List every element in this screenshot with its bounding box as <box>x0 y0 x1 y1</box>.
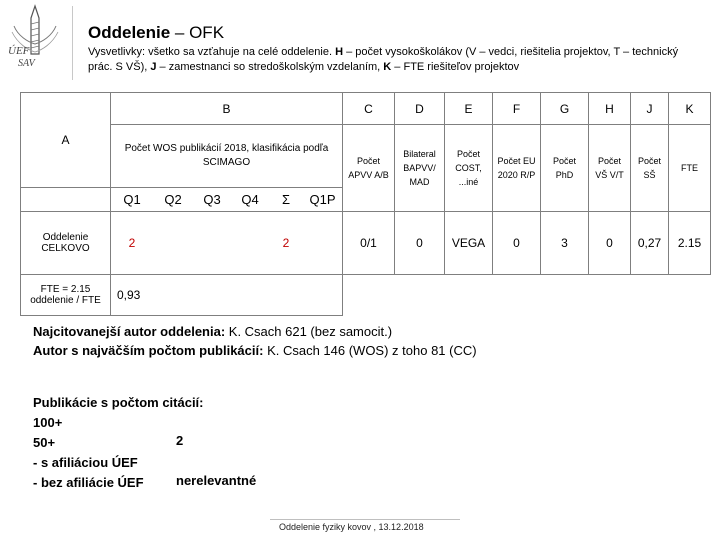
total-c: 0/1 <box>343 212 395 275</box>
footer-divider <box>270 519 460 520</box>
most-publications-line: Autor s najväčším počtom publikácií: K. Csach 146 (WOS) z toho 81 (CC) <box>33 343 477 358</box>
q3-label: Q3 <box>203 192 221 207</box>
pub-row-with-affiliation: - s afiliáciou ÚEF <box>33 455 138 470</box>
sum-label: Σ <box>281 192 291 207</box>
sub-f: Počet EU 2020 R/P <box>493 125 541 212</box>
q1p-label: Q1P <box>309 192 336 207</box>
legend-text: Vysvetlivky: všetko sa vzťahuje na celé oddelenie. H – počet vysokoškolákov (V – vedci, riešitelia projektov, T – technický prác. S VŠ), J – zamestnanci so stredoškolským vzdelaním, K – FTE riešiteľov projektov <box>88 46 679 73</box>
row-total-label: Oddelenie CELKOVO <box>21 212 111 275</box>
total-sum: 2 <box>282 236 290 250</box>
header-row <box>21 93 711 125</box>
pub-row-50: 50+ <box>33 435 56 450</box>
department-table <box>20 92 711 316</box>
q1-label: Q1 <box>123 192 141 207</box>
uef-sav-logo <box>6 4 64 68</box>
sub-d: Bilateral BAPVV/ MAD <box>395 125 445 212</box>
sub-b: Počet WOS publikácií 2018, klasifikácia podľa SCIMAGO <box>111 125 343 188</box>
total-quartiles <box>111 212 342 274</box>
table-row <box>21 212 711 275</box>
sub-g: Počet PhD <box>541 125 589 212</box>
q4-label: Q4 <box>241 192 259 207</box>
col-header-c: C <box>343 93 395 125</box>
col-header-h: H <box>589 93 631 125</box>
footer-text: Oddelenie fyziky kovov , 13.12.2018 <box>279 522 424 532</box>
col-header-j: J <box>631 93 669 125</box>
publications-heading: Publikácie s počtom citácií: <box>33 395 204 410</box>
total-f: 0 <box>493 212 541 275</box>
sub-e: Počet COST, ...iné <box>445 125 493 212</box>
col-header-e: E <box>445 93 493 125</box>
logo-text-2: SAV <box>18 58 35 68</box>
quartile-labels <box>111 188 342 211</box>
most-cited-line: Najcitovanejší autor oddelenia: K. Csach 621 (bez samocit.) <box>33 324 393 339</box>
table-row <box>21 275 711 316</box>
sub-c: Počet APVV A/B <box>343 125 395 212</box>
pub-50-value: 2 <box>176 433 184 448</box>
total-d: 0 <box>395 212 445 275</box>
total-g: 3 <box>541 212 589 275</box>
subheader-row <box>21 125 711 188</box>
header-divider <box>72 6 73 80</box>
col-header-g: G <box>541 93 589 125</box>
q2-label: Q2 <box>164 192 182 207</box>
quartile-a-empty <box>21 188 111 212</box>
total-e: VEGA <box>445 212 493 275</box>
pub-no-affiliation-value: nerelevantné <box>176 473 257 488</box>
sub-j: Počet SŠ <box>631 125 669 212</box>
col-header-d: D <box>395 93 445 125</box>
col-header-f: F <box>493 93 541 125</box>
total-h: 0 <box>589 212 631 275</box>
col-header-k: K <box>669 93 711 125</box>
sub-h: Počet VŠ V/T <box>589 125 631 212</box>
total-j: 0,27 <box>631 212 669 275</box>
col-header-b: B <box>111 93 343 125</box>
total-q1: 2 <box>128 236 136 250</box>
page-title: Oddelenie – OFK <box>88 23 225 42</box>
pub-row-without-affiliation: - bez afiliácie ÚEF <box>33 475 144 490</box>
author-notes <box>33 322 477 360</box>
col-header-a: A <box>21 93 111 188</box>
fte-value: 0,93 <box>111 275 343 316</box>
total-k: 2.15 <box>669 212 711 275</box>
pub-row-100: 100+ <box>33 415 63 430</box>
logo-text-1: ÚEF <box>8 45 30 57</box>
row-fte-label: FTE = 2.15 oddelenie / FTE <box>21 275 111 316</box>
sub-k: FTE <box>669 125 711 212</box>
